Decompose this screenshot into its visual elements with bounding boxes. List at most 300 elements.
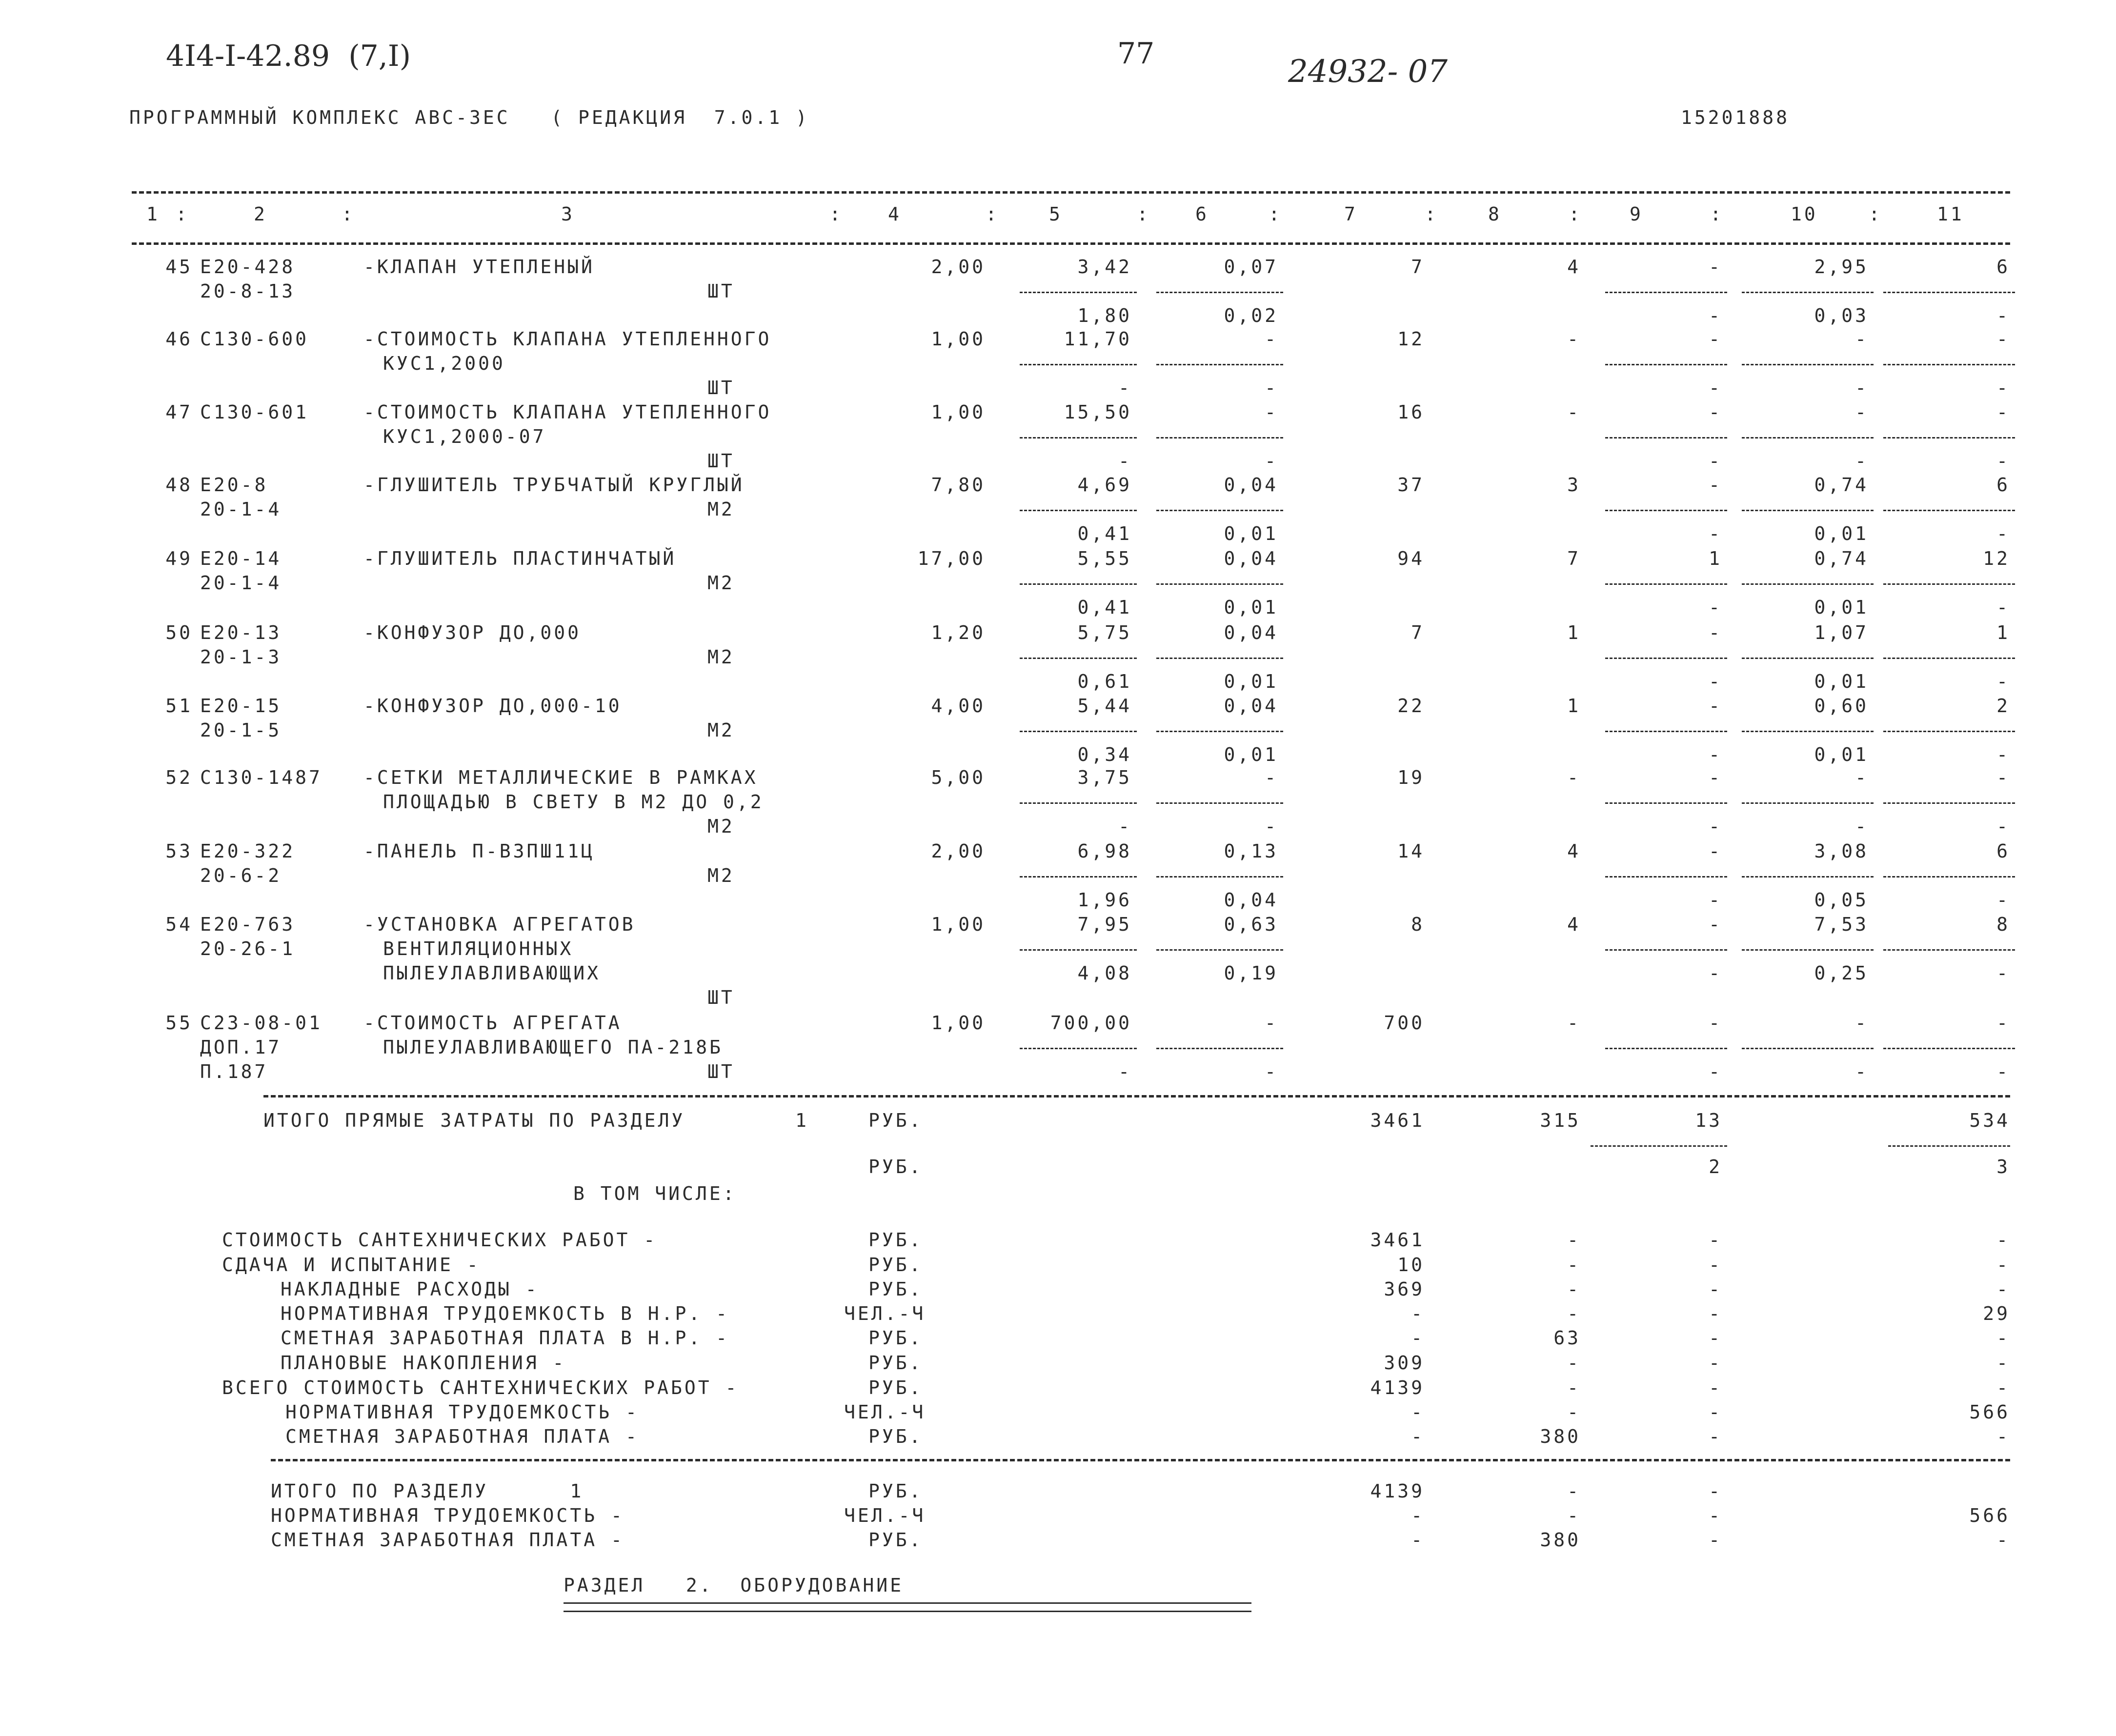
column-header-9: 9 [1630, 203, 1643, 225]
row-c9b: - [1709, 450, 1722, 472]
row-c9b: - [1709, 1061, 1722, 1082]
row-c11: - [1996, 401, 2010, 423]
row-name-2: ПЛОЩАДЬЮ В СВЕТУ В М2 ДО 0,2 [383, 791, 764, 813]
row-c11b: - [1996, 597, 2010, 618]
row-c9: 1 [1709, 548, 1722, 569]
row-code: Е20-428 [200, 256, 296, 278]
row-c11-rule [1883, 802, 2015, 804]
row-c9b: - [1709, 597, 1722, 618]
total-direct-c9-rule [1591, 1145, 1727, 1147]
row-code-2: 20-1-5 [200, 719, 282, 741]
row-c11b: - [1996, 377, 2010, 399]
row-c11: 1 [1996, 622, 2010, 643]
row-c9-rule [1605, 510, 1727, 511]
row-number: 52 [165, 767, 193, 788]
row-c10b: - [1855, 450, 1869, 472]
row-c7: 8 [1411, 914, 1425, 935]
breakdown-c9: - [1709, 1401, 1722, 1423]
row-c5b: 0,41 [1077, 597, 1132, 618]
row-c8: 1 [1567, 622, 1581, 643]
row-c6-rule [1156, 949, 1283, 951]
row-c7: 12 [1397, 328, 1425, 350]
row-qty: 2,00 [931, 840, 986, 862]
breakdown-c11: 29 [1983, 1303, 2010, 1324]
breakdown-c7: 3461 [1370, 1229, 1425, 1251]
total-direct-section: 1 [795, 1110, 809, 1131]
row-c5: 5,55 [1077, 548, 1132, 569]
row-c5: 4,69 [1077, 474, 1132, 496]
row-c11b: - [1996, 889, 2010, 911]
row-c11-rule [1883, 658, 2015, 659]
row-name: -СТОИМОСТЬ КЛАПАНА УТЕПЛЕННОГО [363, 328, 772, 350]
row-c9-rule [1605, 1048, 1727, 1049]
row-c8: 7 [1567, 548, 1581, 569]
row-c6: 0,63 [1224, 914, 1278, 935]
row-unit: М2 [707, 816, 735, 837]
total-direct-c11b: 3 [1996, 1156, 2010, 1177]
breakdown-c11: - [1996, 1352, 2010, 1374]
breakdown-c11: - [1996, 1426, 2010, 1447]
column-header-10: 10 [1791, 203, 1818, 225]
program-title: ПРОГРАММНЫЙ КОМПЛЕКС АВС-3ЕС ( РЕДАКЦИЯ 7.0.1 ) [129, 107, 809, 128]
row-qty: 1,00 [931, 914, 986, 935]
breakdown-unit: ЧЕЛ.-Ч [844, 1303, 926, 1324]
row-name: -ГЛУШИТЕЛЬ ТРУБЧАТЫЙ КРУГЛЫЙ [363, 474, 745, 496]
breakdown-unit: РУБ. [868, 1278, 923, 1300]
row-c6: - [1265, 328, 1278, 350]
row-c9-rule [1605, 949, 1727, 951]
row-code: Е20-322 [200, 840, 296, 862]
total-direct-unit: РУБ. [868, 1110, 923, 1131]
column-separator: : [829, 203, 843, 225]
section-total-unit: РУБ. [868, 1480, 923, 1502]
row-c7: 14 [1397, 840, 1425, 862]
row-code: Е20-763 [200, 914, 296, 935]
column-separator: : [342, 203, 355, 225]
row-number: 50 [165, 622, 193, 643]
row-code: Е20-14 [200, 548, 282, 569]
row-c10b: 0,05 [1814, 889, 1869, 911]
row-c11: 6 [1996, 256, 2010, 278]
row-number: 46 [165, 328, 193, 350]
row-c5b: - [1118, 1061, 1132, 1082]
total-direct-c9: 13 [1695, 1110, 1722, 1131]
row-name: -КЛАПАН УТЕПЛЕНЫЙ [363, 256, 595, 278]
row-code: С130-601 [200, 401, 309, 423]
breakdown-c7: - [1411, 1327, 1425, 1349]
breakdown-label: НОРМАТИВНАЯ ТРУДОЕМКОСТЬ - [285, 1401, 639, 1423]
row-c8: 3 [1567, 474, 1581, 496]
breakdown-c8: - [1567, 1229, 1581, 1251]
row-c8: - [1567, 1012, 1581, 1034]
row-name: -УСТАНОВКА АГРЕГАТОВ [363, 914, 636, 935]
row-c5-rule [1020, 437, 1137, 439]
breakdown-label: ВСЕГО СТОИМОСТЬ САНТЕХНИЧЕСКИХ РАБОТ - [222, 1377, 739, 1398]
breakdown-c7: 10 [1397, 1254, 1425, 1276]
row-c9-rule [1605, 437, 1727, 439]
row-c9b: - [1709, 889, 1722, 911]
row-qty: 1,00 [931, 328, 986, 350]
row-c9: - [1709, 474, 1722, 496]
breakdown-c8: 380 [1540, 1426, 1581, 1447]
column-header-5: 5 [1049, 203, 1063, 225]
column-separator: : [1869, 203, 1882, 225]
breakdown-label: СМЕТНАЯ ЗАРАБОТНАЯ ПЛАТА - [285, 1426, 639, 1447]
breakdown-c7: 309 [1384, 1352, 1425, 1374]
row-c6: 0,13 [1224, 840, 1278, 862]
row-c11: 6 [1996, 840, 2010, 862]
breakdown-c9: - [1709, 1229, 1722, 1251]
row-c5b: 0,34 [1077, 744, 1132, 765]
row-name-3: ПЫЛЕУЛАВЛИВАЮЩИХ [383, 962, 601, 984]
breakdown-rule [271, 1459, 2010, 1461]
row-c5: 3,75 [1077, 767, 1132, 788]
row-c10: 3,08 [1814, 840, 1869, 862]
breakdown-unit: РУБ. [868, 1377, 923, 1398]
row-c6b: 0,01 [1224, 523, 1278, 544]
column-header-4: 4 [888, 203, 902, 225]
row-c6: 0,04 [1224, 695, 1278, 717]
breakdown-c11: - [1996, 1229, 2010, 1251]
row-unit: ШТ [707, 377, 735, 399]
row-c11-rule [1883, 364, 2015, 365]
breakdown-c8: - [1567, 1401, 1581, 1423]
row-c11b: - [1996, 671, 2010, 692]
row-unit: М2 [707, 646, 735, 668]
row-c9b: - [1709, 816, 1722, 837]
row-c6b: 0,04 [1224, 889, 1278, 911]
row-unit: ШТ [707, 987, 735, 1008]
row-code: Е20-8 [200, 474, 268, 496]
row-qty: 1,00 [931, 1012, 986, 1034]
row-c5: 5,44 [1077, 695, 1132, 717]
row-c11b: - [1996, 1061, 2010, 1082]
section-total-c7: 4139 [1370, 1480, 1425, 1502]
row-code: Е20-15 [200, 695, 282, 717]
column-header-3: 3 [561, 203, 575, 225]
print-id: 15201888 [1681, 107, 1790, 128]
breakdown-c8: - [1567, 1303, 1581, 1324]
row-c11: 12 [1983, 548, 2010, 569]
section-total-c9: - [1709, 1529, 1722, 1551]
page-number: 77 [1117, 37, 1155, 71]
row-c6-rule [1156, 802, 1283, 804]
row-c11: 2 [1996, 695, 2010, 717]
doc-code: 4I4-I-42.89 (7,I) [166, 39, 411, 73]
row-c9b: - [1709, 671, 1722, 692]
row-c10b: 0,01 [1814, 597, 1869, 618]
row-c10b: - [1855, 377, 1869, 399]
row-c6-rule [1156, 731, 1283, 732]
row-c11: 6 [1996, 474, 2010, 496]
column-separator: : [986, 203, 999, 225]
column-separator: : [1137, 203, 1150, 225]
section-total-label: СМЕТНАЯ ЗАРАБОТНАЯ ПЛАТА - [271, 1529, 625, 1551]
total-direct-unit-2: РУБ. [868, 1156, 923, 1177]
row-c9b: - [1709, 744, 1722, 765]
section-total-c8: - [1567, 1480, 1581, 1502]
row-c7: 16 [1397, 401, 1425, 423]
row-c10: - [1855, 328, 1869, 350]
row-code-2: 20-6-2 [200, 865, 282, 886]
row-c5: 3,42 [1077, 256, 1132, 278]
breakdown-c11: - [1996, 1327, 2010, 1349]
total-direct-c9b: 2 [1709, 1156, 1722, 1177]
row-unit: ШТ [707, 280, 735, 302]
row-c6b: - [1265, 450, 1278, 472]
row-c10b: 0,01 [1814, 523, 1869, 544]
row-c7: 7 [1411, 256, 1425, 278]
row-c8: - [1567, 401, 1581, 423]
row-c9: - [1709, 840, 1722, 862]
row-c8: 4 [1567, 256, 1581, 278]
row-number: 55 [165, 1012, 193, 1034]
row-c11: 8 [1996, 914, 2010, 935]
row-c9-rule [1605, 802, 1727, 804]
row-code-2: ДОП.17 [200, 1037, 282, 1058]
row-c11b: - [1996, 962, 2010, 984]
row-c11: - [1996, 1012, 2010, 1034]
row-c6b: 0,01 [1224, 744, 1278, 765]
row-c6b: 0,02 [1224, 305, 1278, 326]
breakdown-unit: ЧЕЛ.-Ч [844, 1401, 926, 1423]
row-c6: 0,04 [1224, 474, 1278, 496]
row-c9: - [1709, 328, 1722, 350]
column-header-7: 7 [1344, 203, 1358, 225]
total-direct-c11: 534 [1969, 1110, 2010, 1131]
row-c11-rule [1883, 876, 2015, 878]
breakdown-c7: 369 [1384, 1278, 1425, 1300]
breakdown-c9: - [1709, 1278, 1722, 1300]
row-c10: 0,74 [1814, 548, 1869, 569]
row-c10-rule [1742, 292, 1874, 293]
row-qty: 7,80 [931, 474, 986, 496]
breakdown-c7: - [1411, 1303, 1425, 1324]
row-c9b: - [1709, 962, 1722, 984]
row-c9: - [1709, 401, 1722, 423]
row-name: -СТОИМОСТЬ АГРЕГАТА [363, 1012, 622, 1034]
breakdown-c9: - [1709, 1254, 1722, 1276]
row-c5-rule [1020, 731, 1137, 732]
row-name: -ПАНЕЛЬ П-ВЗПШ11Ц [363, 840, 595, 862]
row-c9: - [1709, 767, 1722, 788]
row-c8: - [1567, 328, 1581, 350]
row-name-2: ПЫЛЕУЛАВЛИВАЮЩЕГО ПА-218Б [383, 1037, 723, 1058]
row-c8: 4 [1567, 914, 1581, 935]
breakdown-c9: - [1709, 1352, 1722, 1374]
row-number: 51 [165, 695, 193, 717]
row-c6: - [1265, 401, 1278, 423]
breakdown-label: НАКЛАДНЫЕ РАСХОДЫ - [281, 1278, 539, 1300]
row-c10-rule [1742, 658, 1874, 659]
column-separator: : [176, 203, 189, 225]
row-qty: 2,00 [931, 256, 986, 278]
row-c5b: - [1118, 816, 1132, 837]
section-total-unit: ЧЕЛ.-Ч [844, 1505, 926, 1526]
breakdown-c8: - [1567, 1278, 1581, 1300]
column-header-8: 8 [1488, 203, 1502, 225]
breakdown-c9: - [1709, 1327, 1722, 1349]
breakdown-c11: 566 [1969, 1401, 2010, 1423]
row-c6-rule [1156, 876, 1283, 878]
row-unit: М2 [707, 499, 735, 520]
row-c10b: 0,03 [1814, 305, 1869, 326]
row-c10b: 0,01 [1814, 744, 1869, 765]
row-c5b: 1,96 [1077, 889, 1132, 911]
row-c6-rule [1156, 510, 1283, 511]
column-header-11: 11 [1937, 203, 1964, 225]
row-c5-rule [1020, 876, 1137, 878]
row-c6b: 0,01 [1224, 671, 1278, 692]
breakdown-c7: - [1411, 1426, 1425, 1447]
row-c10b: 0,25 [1814, 962, 1869, 984]
row-name: -КОНФУЗОР ДО,000 [363, 622, 582, 643]
row-number: 45 [165, 256, 193, 278]
row-c11-rule [1883, 1048, 2015, 1049]
row-c5: 5,75 [1077, 622, 1132, 643]
row-c8: 4 [1567, 840, 1581, 862]
row-c9-rule [1605, 876, 1727, 878]
breakdown-c7: 4139 [1370, 1377, 1425, 1398]
row-c5b: 4,08 [1077, 962, 1132, 984]
row-c10: 0,60 [1814, 695, 1869, 717]
row-c9-rule [1605, 583, 1727, 585]
row-c11b: - [1996, 305, 2010, 326]
row-code: Е20-13 [200, 622, 282, 643]
row-c5: 6,98 [1077, 840, 1132, 862]
row-unit: ШТ [707, 450, 735, 472]
row-c9b: - [1709, 523, 1722, 544]
row-name-2: КУС1,2000-07 [383, 426, 546, 447]
total-direct-c11-rule [1888, 1145, 2010, 1147]
column-separator: : [1269, 203, 1282, 225]
section-total-c8: - [1567, 1505, 1581, 1526]
row-c9: - [1709, 695, 1722, 717]
breakdown-c9: - [1709, 1377, 1722, 1398]
row-c7: 22 [1397, 695, 1425, 717]
row-c11b: - [1996, 523, 2010, 544]
row-number: 54 [165, 914, 193, 935]
row-code-3: П.187 [200, 1061, 268, 1082]
including-label: В ТОМ ЧИСЛЕ: [573, 1183, 737, 1204]
row-qty: 1,20 [931, 622, 986, 643]
row-c10: 7,53 [1814, 914, 1869, 935]
breakdown-unit: РУБ. [868, 1327, 923, 1349]
row-c6b: 0,01 [1224, 597, 1278, 618]
section-total-unit: РУБ. [868, 1529, 923, 1551]
next-section-underline [564, 1602, 1251, 1612]
row-code-2: 20-8-13 [200, 280, 296, 302]
breakdown-unit: РУБ. [868, 1229, 923, 1251]
row-c5b: - [1118, 377, 1132, 399]
section-total-c7: - [1411, 1529, 1425, 1551]
row-c6-rule [1156, 364, 1283, 365]
row-c5-rule [1020, 658, 1137, 659]
row-c5: 700,00 [1050, 1012, 1132, 1034]
row-unit: ШТ [707, 1061, 735, 1082]
row-c9-rule [1605, 292, 1727, 293]
row-c5-rule [1020, 292, 1137, 293]
row-c5b: - [1118, 450, 1132, 472]
row-c10-rule [1742, 510, 1874, 511]
row-c6b: - [1265, 816, 1278, 837]
row-c10b: - [1855, 1061, 1869, 1082]
breakdown-label: СДАЧА И ИСПЫТАНИЕ - [222, 1254, 481, 1276]
row-c10-rule [1742, 949, 1874, 951]
row-qty: 5,00 [931, 767, 986, 788]
breakdown-label: НОРМАТИВНАЯ ТРУДОЕМКОСТЬ В Н.Р. - [281, 1303, 729, 1324]
row-c10b: 0,01 [1814, 671, 1869, 692]
row-c9-rule [1605, 731, 1727, 732]
breakdown-unit: РУБ. [868, 1426, 923, 1447]
row-c9: - [1709, 256, 1722, 278]
breakdown-unit: РУБ. [868, 1352, 923, 1374]
row-c5-rule [1020, 583, 1137, 585]
row-name: -КОНФУЗОР ДО,000-10 [363, 695, 622, 717]
section-total-c7: - [1411, 1505, 1425, 1526]
breakdown-label: СМЕТНАЯ ЗАРАБОТНАЯ ПЛАТА В Н.Р. - [281, 1327, 729, 1349]
row-c6: 0,04 [1224, 548, 1278, 569]
breakdown-c8: - [1567, 1254, 1581, 1276]
row-unit: М2 [707, 572, 735, 594]
column-header-1: 1 [146, 203, 160, 225]
row-c7: 700 [1384, 1012, 1425, 1034]
total-direct-c7: 3461 [1370, 1110, 1425, 1131]
row-c5-rule [1020, 510, 1137, 511]
row-c5-rule [1020, 1048, 1137, 1049]
row-c9: - [1709, 1012, 1722, 1034]
column-header-6: 6 [1195, 203, 1209, 225]
column-separator: : [1710, 203, 1724, 225]
row-c10-rule [1742, 876, 1874, 878]
breakdown-c8: 63 [1553, 1327, 1581, 1349]
row-code-2: 20-1-3 [200, 646, 282, 668]
row-c8: - [1567, 767, 1581, 788]
row-c11b: - [1996, 816, 2010, 837]
row-code: С130-1487 [200, 767, 322, 788]
row-c6b: - [1265, 1061, 1278, 1082]
row-name: -СТОИМОСТЬ КЛАПАНА УТЕПЛЕННОГО [363, 401, 772, 423]
section-total-c8: 380 [1540, 1529, 1581, 1551]
row-c9b: - [1709, 305, 1722, 326]
row-qty: 1,00 [931, 401, 986, 423]
row-code-2: 20-26-1 [200, 938, 296, 959]
row-c10: - [1855, 1012, 1869, 1034]
section-total-c9: - [1709, 1505, 1722, 1526]
row-c10-rule [1742, 583, 1874, 585]
row-name-2: КУС1,2000 [383, 353, 505, 374]
row-number: 47 [165, 401, 193, 423]
breakdown-c7: - [1411, 1401, 1425, 1423]
row-number: 53 [165, 840, 193, 862]
row-c7: 37 [1397, 474, 1425, 496]
row-c6: 0,04 [1224, 622, 1278, 643]
section-total-label: НОРМАТИВНАЯ ТРУДОЕМКОСТЬ - [271, 1505, 625, 1526]
row-c10-rule [1742, 731, 1874, 732]
row-c11-rule [1883, 437, 2015, 439]
next-section-title: РАЗДЕЛ 2. ОБОРУДОВАНИЕ [564, 1575, 904, 1596]
row-c10-rule [1742, 364, 1874, 365]
row-c11: - [1996, 767, 2010, 788]
row-name-2: ВЕНТИЛЯЦИОННЫХ [383, 938, 574, 959]
row-c11-rule [1883, 583, 2015, 585]
breakdown-c9: - [1709, 1426, 1722, 1447]
breakdown-c11: - [1996, 1254, 2010, 1276]
row-c9: - [1709, 914, 1722, 935]
row-c10-rule [1742, 802, 1874, 804]
row-c10b: - [1855, 816, 1869, 837]
breakdown-c11: - [1996, 1278, 2010, 1300]
